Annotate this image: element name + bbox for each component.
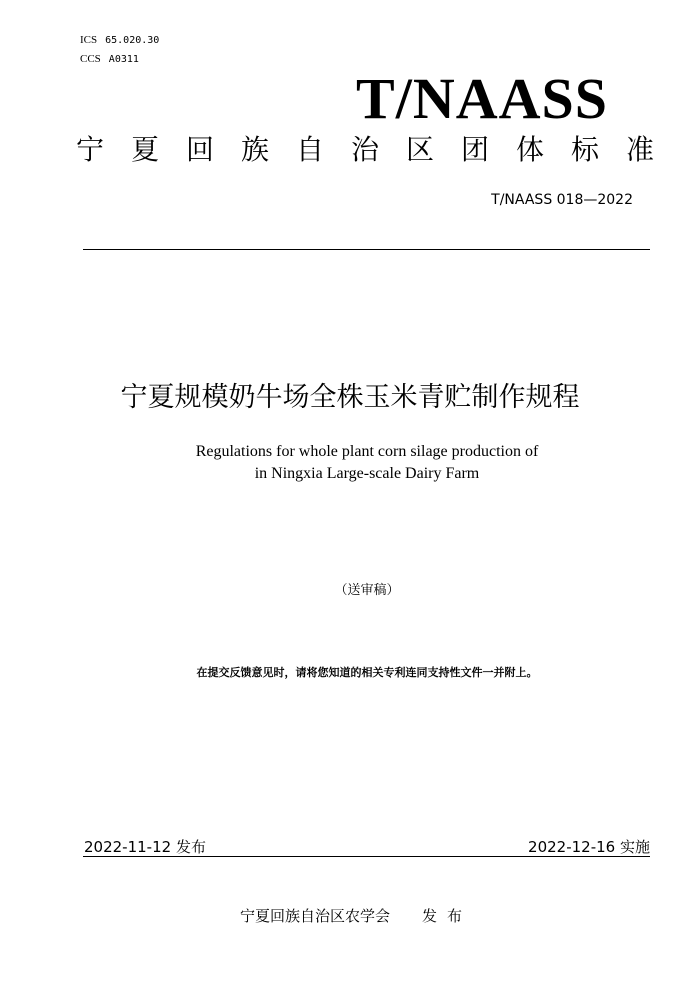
standard-type-heading: 宁夏回族自治区团体标准 <box>76 133 682 166</box>
draft-status: （送审稿） <box>334 582 400 597</box>
document-title-chinese: 宁夏规模奶牛场全株玉米青贮制作规程 <box>120 382 580 413</box>
english-title-line-1: Regulations for whole plant corn silage production of <box>195 443 539 460</box>
issue-date: 2022-11-12 发布 <box>84 838 206 856</box>
ccs-code: A0311 <box>108 54 139 65</box>
implementation-date: 2022-12-16 实施 <box>528 838 650 856</box>
english-title-line-2: in Ningxia Large-scale Dairy Farm <box>254 465 480 482</box>
ccs-label: CCS <box>80 53 101 65</box>
patent-notice: 在提交反馈意见时，请将您知道的相关专利连同支持性文件一并附上。 <box>196 666 538 679</box>
ics-label: ICS <box>80 34 98 46</box>
publisher-line <box>240 905 472 926</box>
standard-number: T/NAASS 018—2022 <box>491 192 633 208</box>
document-title-english <box>0 441 700 485</box>
top-divider <box>83 249 650 250</box>
ics-classification <box>80 34 159 46</box>
publish-action: 发布 <box>422 907 473 925</box>
publisher-name: 宁夏回族自治区农学会 <box>240 907 391 925</box>
bottom-divider <box>83 856 650 857</box>
ccs-classification <box>80 53 139 65</box>
standard-logo: T/NAASS <box>356 66 608 131</box>
ics-code: 65.020.30 <box>105 35 160 46</box>
